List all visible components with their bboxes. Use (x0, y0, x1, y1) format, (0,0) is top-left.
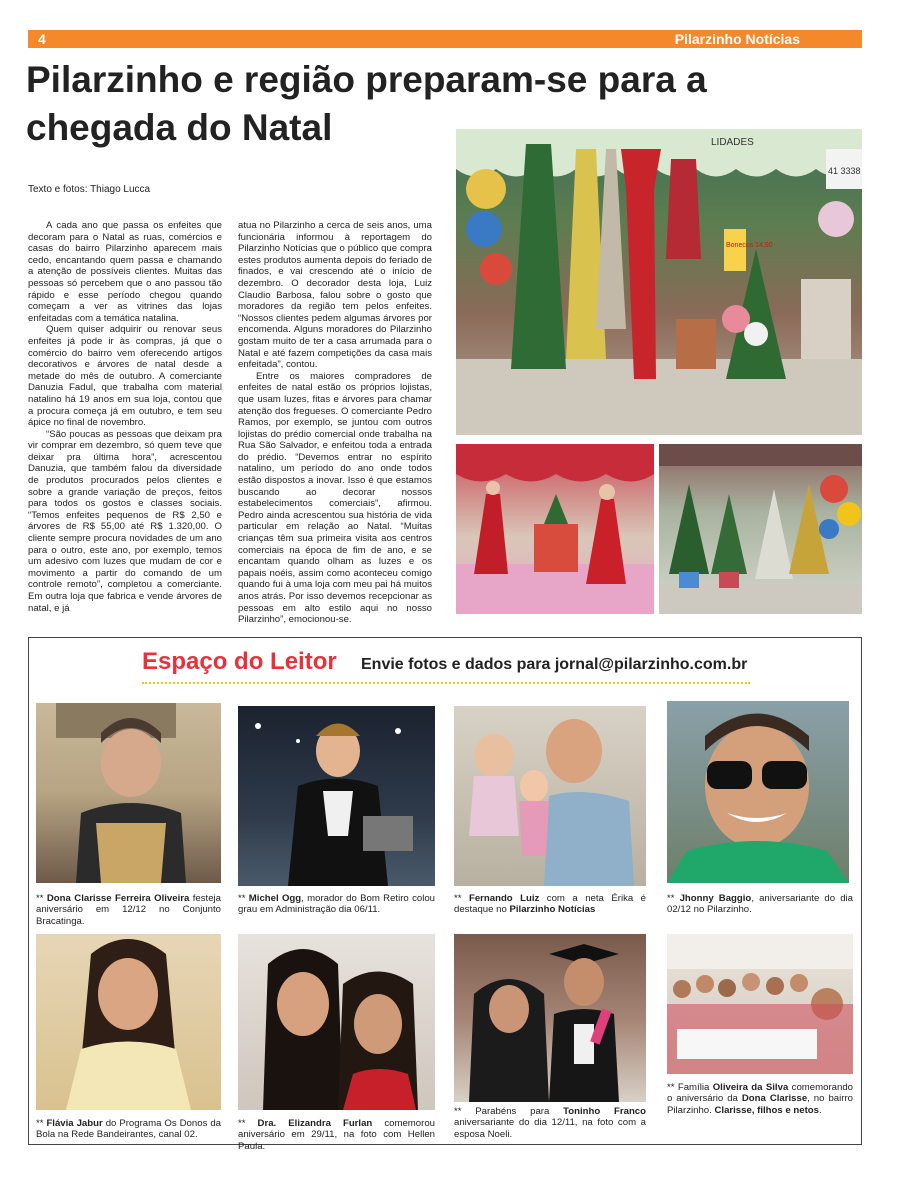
reader-caption: ** Dra. Elizandra Furlan comemorou aniversário em 29/11, na foto com Hellen Paula. (238, 1118, 435, 1152)
article-column-2 (238, 220, 432, 626)
reader-photo-clarisse (36, 703, 221, 883)
street-shop-photo (659, 444, 862, 614)
reader-caption: ** Jhonny Baggio, aniversariante do dia 02/12 no Pilarzinho. (667, 893, 854, 916)
store-window-photo (456, 444, 654, 614)
reader-photo-elizandra (238, 934, 435, 1110)
christmas-shop-photo (456, 129, 862, 435)
reader-caption: ** Fernando Luiz com a neta Érika é destaque no Pilarzinho Notícias (454, 893, 647, 916)
price-tag-text: Bonecos 14,90 (726, 242, 773, 249)
phone-text: 41 3338 (828, 166, 861, 176)
reader-photo-toninho (454, 934, 646, 1102)
article-column-1 (28, 220, 222, 614)
reader-space-subtitle: Envie fotos e dados para jornal@pilarzinho.com.br (361, 656, 748, 673)
article-byline: Texto e fotos: Thiago Lucca (28, 184, 151, 195)
reader-space-title: Espaço do Leitor (142, 648, 337, 675)
reader-caption: ** Flávia Jabur do Programa Os Donos da Bola na Rede Bandeirantes, canal 02. (36, 1118, 221, 1141)
paragraph: Quem quiser adquirir ou renovar seus enfeites já pode ir às compras, já que o comércio do bairro vem oferecendo artigos decorativos e árvores de natal desde a metade do mês de outubro. A comerciante Danuzia Fadul, que trabalha com material natalino há 19 anos em sua loja, contou que a procura começa já em outubro, e tem seu ápice no final de novembro. (28, 324, 222, 429)
section-name: Pilarzinho Notícias (674, 31, 800, 47)
header-bar (28, 30, 862, 48)
paragraph: Entre os maiores compradores de enfeites de natal estão os próprios lojistas, que usam luzes, fitas e árvores para chamar atenção dos fregueses. O comerciante Pedro Ramos, por exemplo, se juntou com outros lojistas do prédio comercial onde trabalha na Rua São Salvador, e enfeitou toda a entrada do prédio. “Devemos entrar no espírito natalino, um período do ano onde todos estão dispostos a inovar. Isso é que estamos buscando ao decorar nossos estabelecimentos comerciais”, afirmou. Pedro ainda acrescentou sua história de vida particular em relação ao Natal. “Muitas crianças têm sua primeira visita aos centros comerciais na época de fim de ano, e se encantam quando olham as luzes e os papais noéis, assim como aconteceu comigo quando fui à uma loja com meu pai há muitos anos atrás. Por isso devemos recepcionar as pessoas em alto estilo aqui no nosso Pilarzinho”, emocionou-se. (238, 370, 432, 626)
paragraph: “São poucas as pessoas que deixam pra vir comprar em dezembro, só quem teve que deixar pra última hora”, acrescentou Danuzia, que também falou da diversidade de produtos procurados pelos clientes e sobre a grande variação de preços, feitos para todos os gostos e classes sociais. “Temos enfeites pequenos de R$ 2,50 e árvores de R$ 55,00 até R$ 1.320,00. O cliente sempre procura novidades de um ano para o outro, este ano, por exemplo, temos um adesivo com luzes que mudam de cor e movimento a partir do comando de um controle remoto”, completou a comerciante. Em outra loja que fabrica e vende árvores de natal, e já (28, 428, 222, 614)
reader-caption: ** Dona Clarisse Ferreira Oliveira festeja aniversário em 12/12 no Conjunto Bracatinga. (36, 893, 221, 927)
reader-photo-familia (667, 934, 853, 1074)
shop-sign-text: LIDADES (711, 137, 754, 148)
page-number: 4 (38, 31, 46, 47)
reader-photo-jhonny (667, 701, 849, 883)
paragraph: A cada ano que passa os enfeites que decoram para o Natal as ruas, comércios e casas do bairro Pilarzinho aparecem mais cedo, encantando quem passa e chamando a atenção de possíveis clientes. Muitas das pessoas só percebem que o ano passou tão rápido e esse período chegou quando começam a ver as vitrines das lojas enfeitadas com a temática natalina. (28, 220, 222, 324)
article-headline: Pilarzinho e região preparam-se para a chegada do Natal (26, 59, 707, 148)
reader-caption: ** Família Oliveira da Silva comemorando o aniversário da Dona Clarisse, no bairro Pilarzinho. Clarisse, filhos e netos. (667, 1082, 853, 1116)
reader-photo-flavia (36, 934, 221, 1110)
reader-photo-michel (238, 706, 435, 886)
reader-caption: ** Parabéns para Toninho Franco aniversariante do dia 12/11, na foto com a esposa Noeli. (454, 1106, 646, 1140)
reader-space-divider (142, 682, 750, 684)
shop-illustration (456, 129, 862, 435)
reader-photo-fernando (454, 706, 646, 886)
paragraph: atua no Pilarzinho a cerca de seis anos, uma funcionária informou à reportagem do Pilarzinho Notícias que o público que compra estes produtos aumenta depois do feriado de finados, e vai crescendo até o início de dezembro. O decorador desta loja, Luiz Claudio Barbosa, falou sobre o gosto que moradores da região tem pelos enfeites. “Nossos clientes pedem algumas árvores por encomenda. Alguns moradores do Pilarzinho gostam muito de ter a casa arrumada para o Natal e até fazem competições da casa mais enfeitada”, contou. (238, 220, 432, 371)
reader-caption: ** Michel Ogg, morador do Bom Retiro colou grau em Administração dia 06/11. (238, 893, 436, 916)
